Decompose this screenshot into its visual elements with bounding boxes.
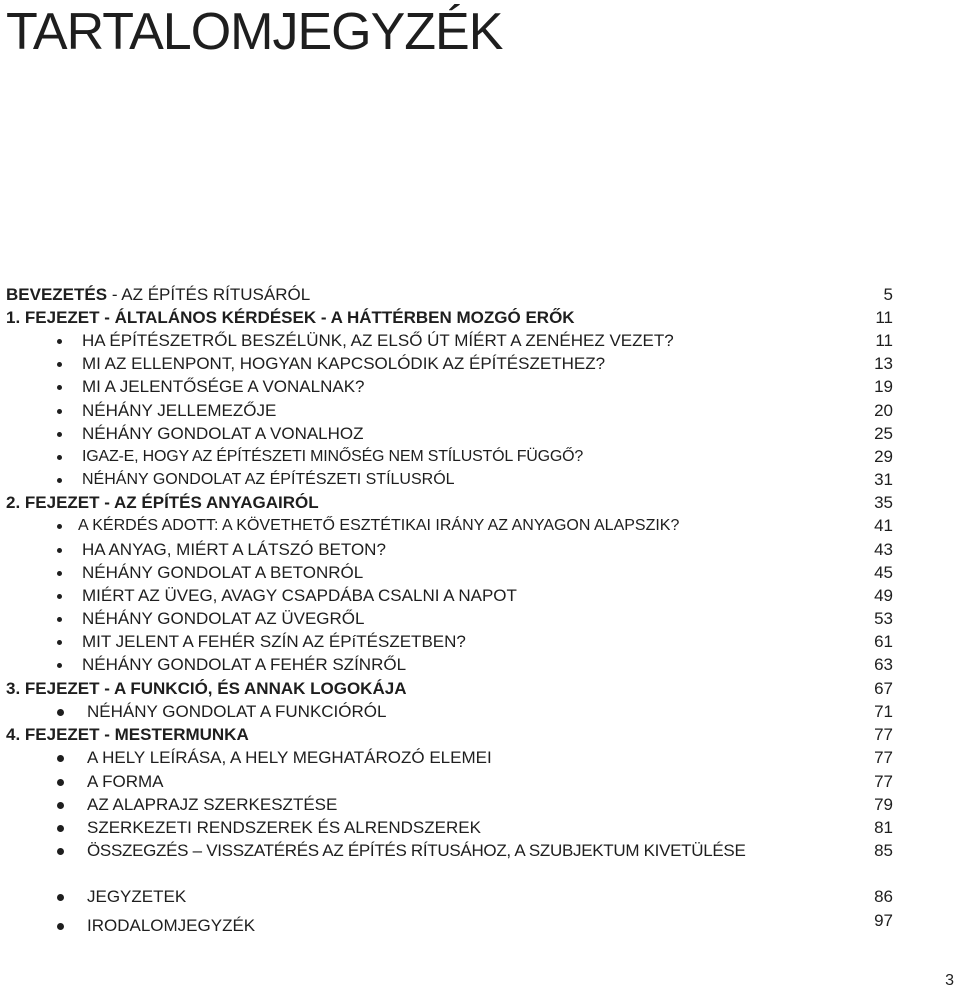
toc-entry-page: 63 bbox=[874, 655, 893, 674]
bullet-icon bbox=[57, 432, 62, 437]
toc-entry-page: 77 bbox=[874, 725, 893, 744]
toc-entry bbox=[0, 470, 960, 493]
toc-entry-page: 77 bbox=[874, 772, 893, 791]
bullet-icon bbox=[57, 548, 62, 553]
bullet-icon bbox=[57, 894, 64, 901]
toc-entry-label bbox=[6, 285, 310, 305]
toc-entry-page: 79 bbox=[874, 795, 893, 814]
bullet-icon bbox=[57, 524, 62, 529]
toc-entry-label: NÉHÁNY GONDOLAT A FUNKCIÓRÓL bbox=[87, 702, 387, 721]
toc-entry-bibliography bbox=[0, 911, 960, 939]
toc-entry bbox=[0, 540, 960, 563]
bullet-icon bbox=[57, 617, 62, 622]
toc-entry-label: AZ ALAPRAJZ SZERKESZTÉSE bbox=[87, 795, 338, 814]
bullet-icon bbox=[57, 848, 64, 855]
bullet-icon bbox=[57, 385, 62, 390]
bullet-icon bbox=[57, 923, 64, 930]
toc-entry bbox=[0, 795, 960, 818]
page-number: 3 bbox=[945, 972, 954, 989]
bullet-icon bbox=[57, 663, 62, 668]
toc-entry-label: MI AZ ELLENPONT, HOGYAN KAPCSOLÓDIK AZ ÉPÍTÉSZETHEZ? bbox=[82, 354, 606, 373]
toc-entry-page: 53 bbox=[874, 609, 893, 628]
toc-entry-page: 61 bbox=[874, 632, 893, 651]
toc-chapter-3 bbox=[0, 679, 960, 702]
toc-entry bbox=[0, 748, 960, 771]
bullet-icon bbox=[57, 779, 64, 786]
toc-entry bbox=[0, 424, 960, 447]
toc-entry bbox=[0, 354, 960, 377]
toc-entry-label: SZERKEZETI RENDSZEREK ÉS ALRENDSZEREK bbox=[87, 818, 481, 837]
toc-entry-page: 19 bbox=[874, 377, 893, 396]
bullet-icon bbox=[57, 339, 62, 344]
toc-entry-page: 86 bbox=[874, 887, 893, 906]
toc-entry-page: 49 bbox=[874, 586, 893, 605]
toc-entry-page: 25 bbox=[874, 424, 893, 443]
toc-entry-label: 4. FEJEZET - MESTERMUNKA bbox=[6, 725, 249, 744]
toc-entry-label: A HELY LEÍRÁSA, A HELY MEGHATÁROZÓ ELEMEI bbox=[87, 748, 492, 767]
bullet-icon bbox=[57, 594, 62, 599]
toc-entry-introduction bbox=[0, 285, 960, 308]
toc-entry-page: 31 bbox=[874, 470, 893, 489]
bullet-icon bbox=[57, 755, 64, 762]
toc-entry bbox=[0, 447, 960, 470]
toc-entry-label: HA ÉPÍTÉSZETRŐL BESZÉLÜNK, AZ ELSŐ ÚT MÍÉRT A ZENÉHEZ VEZET? bbox=[82, 331, 674, 350]
toc-entry bbox=[0, 655, 960, 678]
bullet-icon bbox=[57, 825, 64, 832]
toc-entry bbox=[0, 586, 960, 609]
toc-entry-label: ÖSSZEGZÉS – VISSZATÉRÉS AZ ÉPÍTÉS RÍTUSÁHOZ, A SZUBJEKTUM KIVETÜLÉSE bbox=[87, 841, 746, 860]
toc-entry-page: 85 bbox=[874, 841, 893, 860]
bullet-icon bbox=[57, 802, 64, 809]
page-title: TARTALOMJEGYZÉK bbox=[6, 3, 503, 61]
bullet-icon bbox=[57, 571, 62, 576]
bullet-icon bbox=[57, 709, 64, 716]
toc-entry-page: 20 bbox=[874, 401, 893, 420]
toc-entry-label: NÉHÁNY GONDOLAT A BETONRÓL bbox=[82, 563, 364, 582]
toc-entry bbox=[0, 632, 960, 655]
toc-entry bbox=[0, 563, 960, 586]
toc-entry bbox=[0, 401, 960, 424]
toc-entry-page: 67 bbox=[874, 679, 893, 698]
toc-entry-page: 13 bbox=[874, 354, 893, 373]
toc-entry-page: 77 bbox=[874, 748, 893, 767]
bullet-icon bbox=[57, 409, 62, 414]
toc-entry-label: NÉHÁNY GONDOLAT AZ ÜVEGRŐL bbox=[82, 609, 365, 628]
toc-entry bbox=[0, 609, 960, 632]
toc-entry bbox=[0, 516, 960, 539]
toc-entry-label: IGAZ-E, HOGY AZ ÉPÍTÉSZETI MINŐSÉG NEM STÍLUSTÓL FÜGGŐ? bbox=[82, 448, 584, 465]
toc-entry-label: A KÉRDÉS ADOTT: A KÖVETHETŐ ESZTÉTIKAI IRÁNY AZ ANYAGON ALAPSZIK? bbox=[78, 517, 680, 534]
toc-entry-label: IRODALOMJEGYZÉK bbox=[87, 916, 256, 935]
toc-entry-label: A FORMA bbox=[87, 772, 164, 791]
toc-entry-label: 1. FEJEZET - ÁLTALÁNOS KÉRDÉSEK - A HÁTTÉRBEN MOZGÓ ERŐK bbox=[6, 308, 575, 327]
bullet-icon bbox=[57, 455, 62, 460]
toc-entry-label: MIT JELENT A FEHÉR SZÍN AZ ÉPíTÉSZETBEN? bbox=[82, 632, 466, 651]
toc-chapter-1 bbox=[0, 308, 960, 331]
toc-entry-lead: BEVEZETÉS bbox=[6, 285, 108, 304]
toc-entry-label: NÉHÁNY JELLEMEZŐJE bbox=[82, 401, 277, 420]
toc-entry bbox=[0, 772, 960, 795]
toc-entry bbox=[0, 702, 960, 725]
toc-entry-notes bbox=[0, 887, 960, 910]
toc-entry-page: 35 bbox=[874, 493, 893, 512]
toc-entry-page: 11 bbox=[875, 308, 893, 327]
bullet-icon bbox=[57, 640, 62, 645]
toc-entry-label: NÉHÁNY GONDOLAT AZ ÉPÍTÉSZETI STÍLUSRÓL bbox=[82, 471, 455, 488]
toc-entry-label: NÉHÁNY GONDOLAT A FEHÉR SZÍNRŐL bbox=[82, 655, 407, 674]
toc-entry-label-rest: - AZ ÉPÍTÉS RÍTUSÁRÓL bbox=[107, 285, 311, 304]
toc-entry-page: 97 bbox=[874, 911, 893, 930]
toc-entry-page: 29 bbox=[874, 447, 893, 466]
bullet-icon bbox=[57, 362, 62, 367]
toc-entry-page: 45 bbox=[874, 563, 893, 582]
toc-entry-label: MIÉRT AZ ÜVEG, AVAGY CSAPDÁBA CSALNI A NAPOT bbox=[82, 586, 517, 605]
toc-chapter-2 bbox=[0, 493, 960, 516]
toc-entry-page: 41 bbox=[874, 516, 893, 535]
toc-entry-page: 43 bbox=[874, 540, 893, 559]
toc-entry-page: 81 bbox=[874, 818, 893, 837]
toc-entry-label: JEGYZETEK bbox=[87, 887, 187, 906]
toc-entry bbox=[0, 841, 960, 864]
toc-entry-page: 11 bbox=[875, 331, 893, 350]
toc-entry-label: HA ANYAG, MIÉRT A LÁTSZÓ BETON? bbox=[82, 540, 386, 559]
toc-entry-page: 5 bbox=[883, 285, 893, 304]
toc-entry-label: NÉHÁNY GONDOLAT A VONALHOZ bbox=[82, 424, 364, 443]
toc-entry-label: 3. FEJEZET - A FUNKCIÓ, ÉS ANNAK LOGOKÁJA bbox=[6, 679, 407, 698]
toc-entry bbox=[0, 377, 960, 400]
toc-entry-label: MI A JELENTŐSÉGE A VONALNAK? bbox=[82, 377, 365, 396]
toc-entry-page: 71 bbox=[874, 702, 893, 721]
toc-entry bbox=[0, 818, 960, 841]
bullet-icon bbox=[57, 478, 62, 483]
toc-entry-label: 2. FEJEZET - AZ ÉPÍTÉS ANYAGAIRÓL bbox=[6, 493, 319, 512]
toc-entry bbox=[0, 331, 960, 354]
toc-chapter-4 bbox=[0, 725, 960, 748]
